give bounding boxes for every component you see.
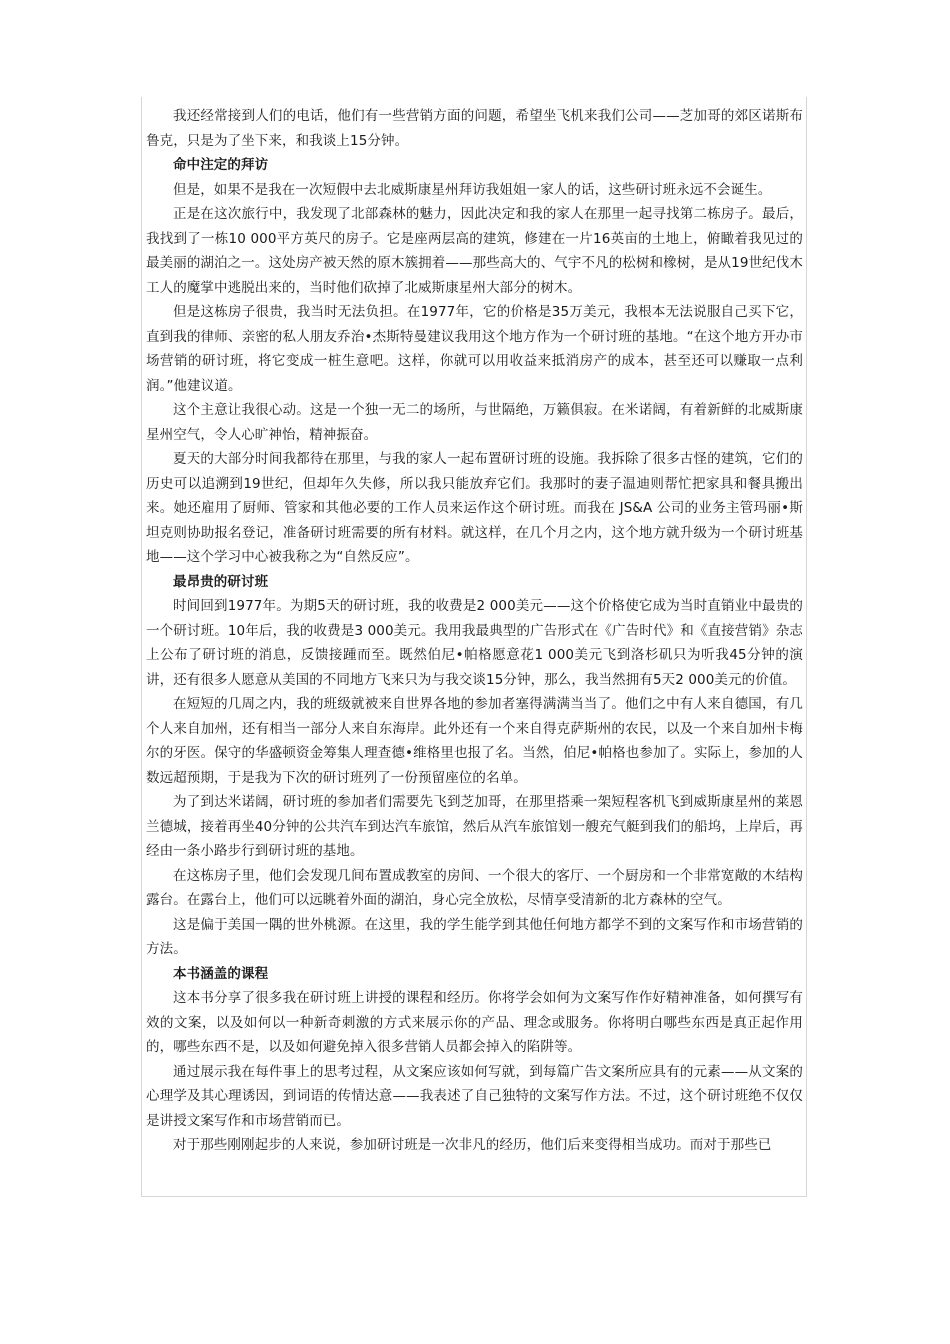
paragraph: 我还经常接到人们的电话，他们有一些营销方面的问题，希望坐飞机来我们公司——芝加哥的郊区诺斯布鲁克，只是为了坐下来，和我谈上15分钟。 [146,108,803,149]
section-heading: 本书涵盖的课程 [173,965,269,982]
paragraph: 正是在这次旅行中，我发现了北部森林的魅力，因此决定和我的家人在那里一起寻找第二栋房子。最后，我找到了一栋10 000平方英尺的房子。它是座两层高的建筑，修建在一片16英亩的土地上，俯瞰着我见过的最美丽的湖泊之一。这处房产被天然的原木簇拥着——那些高大的、气宇不凡的松树和橡树，是从19世纪伐木工人的魔掌中逃脱出来的，当时他们砍掉了北威斯康星州大部分的树木。 [146,206,803,296]
section-heading: 最昂贵的研讨班 [173,573,269,590]
paragraph: 但是这栋房子很贵，我当时无法负担。在1977年，它的价格是35万美元，我根本无法说服自己买下它，直到我的律师、亲密的私人朋友乔治•杰斯特曼建议我用这个地方作为一个研讨班的基地。“在这个地方开办市场营销的研讨班，将它变成一桩生意吧。这样，你就可以用收益来抵消房产的成本，甚至还可以赚取一点利润。”他建议道。 [146,304,803,394]
paragraph: 这本书分享了很多我在研讨班上讲授的课程和经历。你将学会如何为文案写作作好精神准备，如何撰写有效的文案，以及如何以一种新奇刺激的方式来展示你的产品、理念或服务。你将明白哪些东西是真正起作用的，哪些东西不是，以及如何避免掉入很多营销人员都会掉入的陷阱等。 [146,990,803,1055]
paragraph: 通过展示我在每件事上的思考过程，从文案应该如何写就，到每篇广告文案所应具有的元素——从文案的心理学及其心理诱因，到词语的传情达意——我表述了自己独特的文案写作方法。不过，这个研讨班绝不仅仅是讲授文案写作和市场营销而已。 [146,1063,803,1129]
paragraph: 时间回到1977年。为期5天的研讨班，我的收费是2 000美元——这个价格使它成为当时直销业中最贵的一个研讨班。10年后，我的收费是3 000美元。我用我最典型的广告形式在《广告时代》和《直接营销》杂志上公布了研讨班的消息，反馈接踵而至。既然伯尼•帕格愿意花1 000美元飞到洛杉矶只为听我45分钟的演讲，还有很多人愿意从美国的不同地方飞来只为与我交谈15分钟，那么，我当然拥有5天2 000美元的价值。 [146,598,803,688]
paragraph: 这个主意让我很心动。这是一个独一无二的场所，与世隔绝，万籁俱寂。在米诺阔，有着新鲜的北威斯康星州空气，令人心旷神怡，精神振奋。 [146,402,803,443]
paragraph: 这是偏于美国一隅的世外桃源。在这里，我的学生能学到其他任何地方都学不到的文案写作和市场营销的方法。 [146,916,803,957]
paragraph: 夏天的大部分时间我都待在那里，与我的家人一起布置研讨班的设施。我拆除了很多古怪的建筑，它们的历史可以追溯到19世纪，但却年久失修，所以我只能放弃它们。我那时的妻子温迪则帮忙把家具和餐具搬出来。她还雇用了厨师、管家和其他必要的工作人员来运作这个研讨班。而我在 JS&A 公司的业务主管玛丽•斯坦克则协助报名登记，准备研讨班需要的所有材料。就这样，在几个月之内，这个地方就升级为一个研讨班基地——这个学习中心被我称之为“自然反应”。 [146,451,803,565]
section-heading: 命中注定的拜访 [173,157,269,173]
paragraph: 在这栋房子里，他们会发现几间布置成教室的房间、一个很大的客厅、一个厨房和一个非常宽敞的木结构露台。在露台上，他们可以远眺着外面的湖泊，身心完全放松，尽情享受清新的北方森林的空气。 [146,867,803,908]
article-body [146,104,803,1158]
paragraph: 为了到达米诺阔，研讨班的参加者们需要先飞到芝加哥，在那里搭乘一架短程客机飞到威斯康星州的莱恩兰德城，接着再坐40分钟的公共汽车到达汽车旅馆，然后从汽车旅馆划一艘充气艇到我们的船坞，上岸后，再经由一条小路步行到研讨班的基地。 [146,794,803,859]
paragraph: 对于那些刚刚起步的人来说，参加研讨班是一次非凡的经历，他们后来变得相当成功。而对于那些已 [173,1137,772,1153]
paragraph: 但是，如果不是我在一次短假中去北威斯康星州拜访我姐姐一家人的话，这些研讨班永远不会诞生。 [173,181,772,198]
page-frame [141,97,807,1197]
paragraph: 在短短的几周之内，我的班级就被来自世界各地的参加者塞得满满当当了。他们之中有人来自德国，有几个人来自加州，还有相当一部分人来自东海岸。此外还有一个来自得克萨斯州的农民，以及一个来自加州卡梅尔的牙医。保守的华盛顿资金筹集人理查德•维格里也报了名。当然，伯尼•帕格也参加了。实际上，参加的人数远超预期，于是我为下次的研讨班列了一份预留座位的名单。 [146,696,803,786]
